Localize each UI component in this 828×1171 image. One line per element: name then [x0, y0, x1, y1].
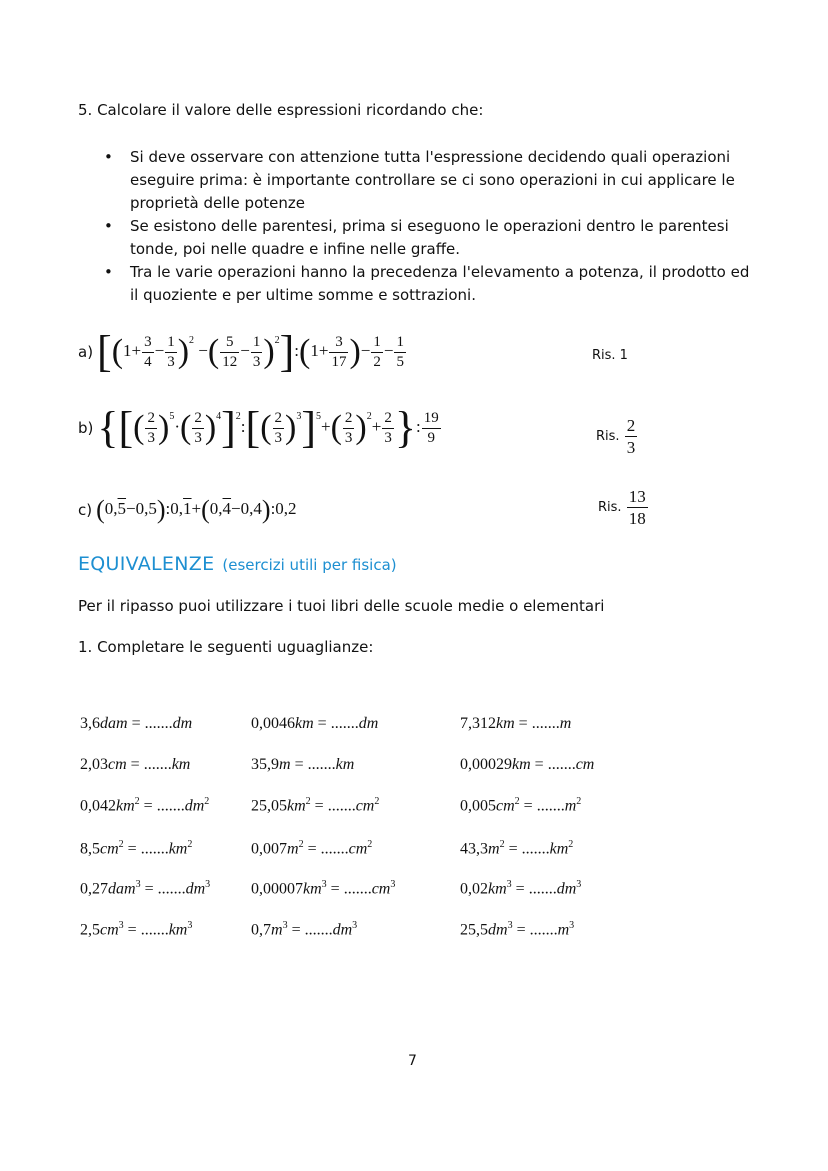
- equivalence-item: 35,9m = .......km: [251, 756, 355, 773]
- equivalence-item: $25,05km^2 = .......cm^2$: [251, 796, 380, 815]
- blank-field: .......: [327, 797, 356, 815]
- equivalence-item: $2,5cm^3 = .......km^3$: [80, 920, 193, 939]
- blank-field: .......: [304, 921, 333, 939]
- equivalence-item: $0,7m^3 = .......dm^3$: [251, 920, 358, 939]
- expression-b: [78, 403, 442, 452]
- blank-field: .......: [320, 840, 349, 858]
- section-title: EQUIVALENZE: [78, 553, 215, 575]
- blank-field: .......: [531, 715, 560, 732]
- section-subtitle: (esercizi utili per fisica): [222, 556, 397, 574]
- bullet-icon: •: [104, 148, 113, 166]
- equivalence-item: 7,312km = .......m: [460, 715, 572, 732]
- expression-a: [78, 327, 407, 376]
- equivalence-item: 2,03cm = .......km: [80, 756, 191, 773]
- bullet-icon: •: [104, 217, 113, 235]
- equivalence-item: 0,00029km = .......cm: [460, 756, 595, 773]
- result-b: Ris. $\frac{2}{3}$: [596, 416, 636, 457]
- page-number: 7: [408, 1053, 417, 1069]
- expression-c-formula: (0,5−0,5):0,1+(0,4−0,4):0,2: [96, 495, 297, 524]
- blank-field: .......: [307, 756, 336, 773]
- blank-field: .......: [140, 840, 169, 858]
- equivalence-item: $0,00007km^3 = .......cm^3$: [251, 879, 396, 898]
- equivalence-item: 3,6dam = .......dm: [80, 715, 193, 732]
- expression-b-formula: {[( $\frac{2}{3}$ )$^5$·( $\frac{2}{3}$ )$^4$]$^2$:[( $\frac{2}{3}$ )$^3$]$^5$+( $\frac{2}{3}$ )$^2$+ $\frac{2}{3}$ }: $\frac{19}{9}$: [97, 403, 439, 452]
- blank-field: .......: [157, 880, 186, 898]
- expression-label: a): [78, 343, 94, 361]
- blank-field: .......: [143, 756, 172, 773]
- equivalence-item: $0,005cm^2 = .......m^2$: [460, 796, 582, 815]
- equivalenze-heading: [78, 553, 397, 575]
- result-a: Ris. 1: [592, 348, 628, 363]
- bullet-icon: •: [104, 263, 113, 281]
- expression-c: [78, 497, 297, 523]
- result-c: Ris. $\frac{13}{18}$: [598, 487, 646, 528]
- blank-field: .......: [529, 921, 558, 939]
- equivalence-item: $0,27dam^3 = .......dm^3$: [80, 879, 211, 898]
- rule-item: • Si deve osservare con attenzione tutta l'espressione decidendo quali operazioni eseguire prima: è importante controllare se ci sono operazioni in cui applicare le proprietà delle potenze: [104, 148, 735, 212]
- rules-list: [100, 146, 760, 307]
- blank-field: .......: [343, 880, 372, 898]
- blank-field: .......: [144, 715, 173, 732]
- blank-field: .......: [521, 840, 550, 858]
- task-heading: 1. Completare le seguenti uguaglianze:: [78, 638, 374, 656]
- equivalence-item: 0,0046km = .......dm: [251, 715, 379, 732]
- rule-item: • Tra le varie operazioni hanno la precedenza l'elevamento a potenza, il prodotto ed il quoziente e per ultime somme e sottrazioni.: [104, 263, 750, 304]
- expression-a-formula: [(1+ $\frac{3}{4}$ − $\frac{1}{3}$ )$^2$ −( $\frac{5}{12}$ − $\frac{1}{3}$ )$^2$]:(1+ $\frac{3}{17}$ )− $\frac{1}{2}$ − $\frac{1}{5}$: [97, 327, 404, 376]
- blank-field: .......: [547, 756, 576, 773]
- equivalence-item: $0,042km^2 = .......dm^2$: [80, 796, 210, 815]
- rule-item: • Se esistono delle parentesi, prima si eseguono le operazioni dentro le parentesi tonde, poi nelle quadre e infine nelle graffe.: [104, 217, 729, 258]
- expression-label: b): [78, 419, 94, 437]
- equivalence-item: $0,007m^2 = .......cm^2$: [251, 839, 373, 858]
- expression-label: c): [78, 501, 93, 519]
- equivalence-item: $0,02km^3 = .......dm^3$: [460, 879, 582, 898]
- equivalence-item: $43,3m^2 = .......km^2$: [460, 839, 574, 858]
- exercise-5-title: 5. Calcolare il valore delle espressioni ricordando che:: [78, 101, 484, 119]
- blank-field: .......: [140, 921, 169, 939]
- blank-field: .......: [536, 797, 565, 815]
- blank-field: .......: [330, 715, 359, 732]
- equivalence-item: $25,5dm^3 = .......m^3$: [460, 920, 575, 939]
- blank-field: .......: [156, 797, 185, 815]
- blank-field: .......: [528, 880, 557, 898]
- intro-paragraph: Per il ripasso puoi utilizzare i tuoi libri delle scuole medie o elementari: [78, 597, 605, 615]
- equivalence-item: $8,5cm^2 = .......km^2$: [80, 839, 193, 858]
